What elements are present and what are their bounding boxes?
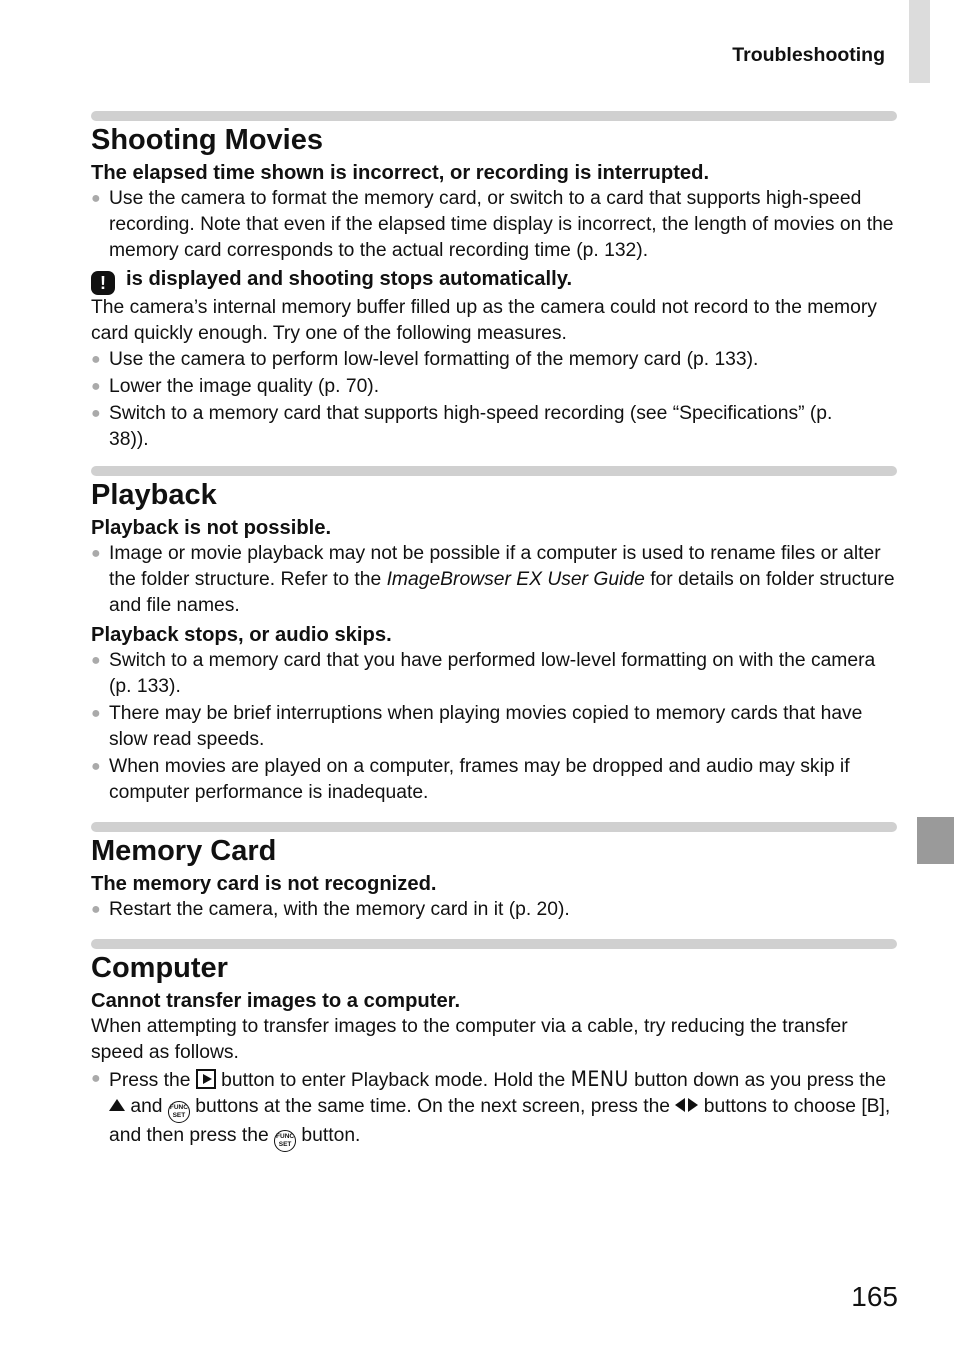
playback-button-icon [196,1069,216,1089]
question-heading: Playback is not possible. [91,517,332,539]
section-title: Shooting Movies [91,124,323,156]
section-shooting-movies [91,111,897,454]
list-item: ● When movies are played on a computer, frames may be dropped and audio may skip if computer performance is inadequate. [91,756,850,803]
list-item: ● Lower the image quality (p. 70). [91,376,380,397]
bullet-list [91,541,897,619]
left-right-arrows-icon [675,1094,698,1120]
running-header: Troubleshooting [732,44,885,66]
list-item: ● There may be brief interruptions when playing movies copied to memory cards that have slow read speeds. [91,703,863,750]
guide-title: ImageBrowser EX User Guide [386,569,645,590]
func-set-button-icon: FUNC SET [274,1130,296,1152]
question-heading: The memory card is not recognized. [91,873,437,895]
section-bar [91,466,897,476]
section-title: Playback [91,479,217,511]
question-heading: ! is displayed and shooting stops automatically. [91,266,897,295]
warning-icon: ! [91,271,115,295]
body-text: The camera’s internal memory buffer filled up as the camera could not record to the memory card quickly enough. Try one of the following measures. [91,297,877,344]
section-memory-card [91,822,897,924]
chapter-tab-side [917,817,954,864]
list-item: ● Switch to a memory card that you have performed low-level formatting on with the camera (p. 133). [91,650,876,697]
bullet-list [91,648,897,806]
section-title: Computer [91,952,228,984]
section-bar [91,111,897,121]
section-bar [91,822,897,832]
section-title: Memory Card [91,835,277,867]
list-item: ● Image or movie playback may not be possible if a computer is used to rename files or alter the folder structure. Refer to the ImageBrowser EX User Guide for details on folder structure and file names. [91,543,895,616]
bullet-list [91,897,897,923]
list-item: ● Switch to a memory card that supports high-speed recording (see “Specifications” (p. 38)). [91,403,833,450]
up-arrow-icon [109,1099,125,1111]
section-playback [91,466,897,807]
question-heading: Playback stops, or audio skips. [91,624,392,646]
list-item: ● Use the camera to format the memory card, or switch to a card that supports high-speed recording. Note that even if the elapsed time display is incorrect, the length of movies on the memory card corresponds to the actual recording time (p. 132). [91,188,894,261]
section-computer [91,939,897,1153]
list-item: ● Use the camera to perform low-level formatting of the memory card (p. 133). [91,349,759,370]
menu-button-icon: MENU [570,1067,629,1091]
list-item: ● Press the button to enter Playback mode. Hold the MENU button down as you press the and FUNC SET buttons at the same time. On the next screen, press the buttons to choose [B], and then press the FUNC SET button. [91,1066,897,1152]
list-item: ● Restart the camera, with the memory card in it (p. 20). [91,899,570,920]
bullet-list [91,347,897,453]
question-heading: Cannot transfer images to a computer. [91,990,461,1012]
question-heading: The elapsed time shown is incorrect, or recording is interrupted. [91,162,710,184]
chapter-tab-top [909,0,930,83]
bullet-list [91,186,897,264]
bullet-list [91,1066,897,1152]
func-set-button-icon: FUNC SET [168,1101,190,1123]
page-number: 165 [851,1281,898,1312]
body-text: When attempting to transfer images to the computer via a cable, try reducing the transfer speed as follows. [91,1016,848,1063]
section-bar [91,939,897,949]
